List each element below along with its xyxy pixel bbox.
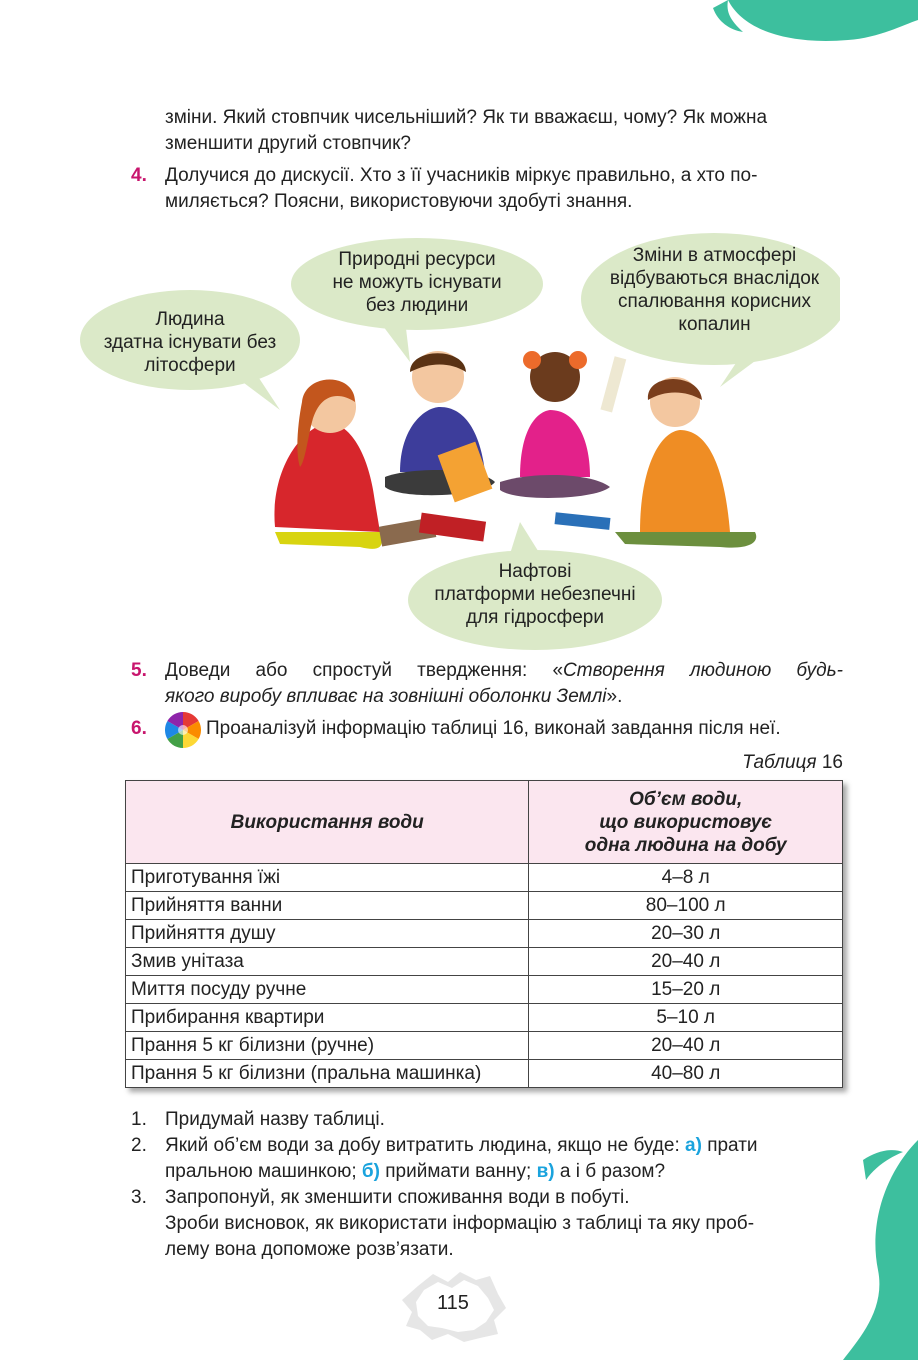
table-caption bbox=[742, 752, 843, 774]
bubble-3-line-1: Зміни в атмосфері bbox=[632, 245, 797, 266]
header-water-use: Використання води bbox=[126, 781, 529, 864]
cell-use: Миття посуду ручне bbox=[126, 976, 529, 1004]
cell-use: Прийняття ванни bbox=[126, 892, 529, 920]
question-2-text-1: Який об’єм води за добу витратить людина, якщо не буде: bbox=[165, 1135, 686, 1156]
bubble-2-line-2: не можуть існувати bbox=[332, 272, 502, 293]
header-volume-line-1: Об’єм води, bbox=[629, 788, 743, 810]
task-5-quote-part-1: Створення людиною будь- bbox=[563, 660, 843, 681]
header-volume-line-3: одна людина на добу bbox=[584, 834, 787, 856]
color-wheel-icon bbox=[165, 712, 201, 748]
intro-line-1: зміни. Який стовпчик чисельніший? Як ти вважаєш, чому? Як можна bbox=[165, 107, 768, 128]
cell-volume: 5–10 л bbox=[529, 1004, 843, 1032]
option-c-letter: в) bbox=[536, 1161, 555, 1182]
table-row bbox=[126, 948, 843, 976]
bubble-1-line-3: літосфери bbox=[144, 355, 236, 376]
question-1-number: 1. bbox=[131, 1109, 147, 1130]
question-2-text-5: а і б разом? bbox=[554, 1161, 666, 1182]
bubble-3-line-3: спалювання корисних bbox=[617, 291, 812, 312]
header-water-volume bbox=[529, 781, 843, 864]
task-5-line-1 bbox=[165, 658, 843, 684]
cell-use: Прання 5 кг білизни (пральна машинка) bbox=[126, 1060, 529, 1088]
bubble-1-line-2: здатна існувати без bbox=[103, 332, 277, 353]
cell-volume: 20–40 л bbox=[529, 1032, 843, 1060]
cell-volume: 4–8 л bbox=[529, 864, 843, 892]
bubble-4-line-1: Нафтові bbox=[498, 561, 572, 582]
task-5-prefix: Доведи або спростуй твердження: « bbox=[165, 660, 564, 681]
cell-volume: 80–100 л bbox=[529, 892, 843, 920]
bubble-2-line-3: без людини bbox=[365, 295, 469, 316]
intro-line-2: зменшити другий стовпчик? bbox=[165, 133, 411, 154]
bubble-1-line-1: Людина bbox=[155, 309, 225, 330]
bubble-atmosphere bbox=[582, 244, 847, 336]
cell-volume: 20–30 л bbox=[529, 920, 843, 948]
cell-use: Прання 5 кг білизни (ручне) bbox=[126, 1032, 529, 1060]
task-6-text: Проаналізуй інформацію таблиці 16, виконай завдання після неї. bbox=[206, 718, 781, 739]
table-row bbox=[126, 1060, 843, 1088]
bubble-lithosphere bbox=[80, 308, 300, 377]
table-row bbox=[126, 864, 843, 892]
header-volume-line-2: що використовує bbox=[599, 811, 772, 833]
cell-use: Змив унітаза bbox=[126, 948, 529, 976]
option-b-letter: б) bbox=[361, 1161, 380, 1182]
boy-blue-figure bbox=[385, 351, 495, 502]
question-3-line-2: Зроби висновок, як використати інформацію з таблиці та яку проб- bbox=[165, 1213, 755, 1234]
cell-use: Прийняття душу bbox=[126, 920, 529, 948]
table-caption-word: Таблиця bbox=[742, 752, 817, 773]
bubble-resources bbox=[292, 248, 542, 317]
option-a-letter: а) bbox=[685, 1135, 702, 1156]
task-5-number: 5. bbox=[131, 660, 147, 681]
corner-decoration-top bbox=[668, 0, 918, 70]
question-2-line-2 bbox=[165, 1159, 665, 1185]
question-2-line-1 bbox=[165, 1133, 758, 1159]
task-5-quote-part-2: якого виробу впливає на зовнішні оболонки Землі bbox=[165, 686, 607, 707]
books-pile bbox=[379, 512, 611, 546]
task-5-suffix: ». bbox=[606, 686, 623, 707]
water-usage-table bbox=[125, 780, 843, 1088]
bubble-2-line-1: Природні ресурси bbox=[338, 249, 496, 270]
question-3-line-1: Запропонуй, як зменшити споживання води в побуті. bbox=[165, 1187, 630, 1208]
table-header-row bbox=[126, 781, 843, 864]
task-5-line-2 bbox=[165, 684, 622, 710]
corner-decoration-bottom bbox=[808, 1140, 918, 1360]
bubble-3-line-2: відбуваються внаслідок bbox=[609, 268, 820, 289]
question-2-number: 2. bbox=[131, 1135, 147, 1156]
cell-volume: 20–40 л bbox=[529, 948, 843, 976]
table-row bbox=[126, 920, 843, 948]
task-4-number: 4. bbox=[131, 165, 147, 186]
question-3-line-3: лему вона допоможе розв’язати. bbox=[165, 1239, 454, 1260]
table-row bbox=[126, 976, 843, 1004]
task-4-line-2: миляється? Поясни, використовуючи здобуті знання. bbox=[165, 191, 633, 212]
question-3-number: 3. bbox=[131, 1187, 147, 1208]
page-number: 115 bbox=[437, 1292, 469, 1314]
bubble-4-line-3: для гідросфери bbox=[466, 607, 604, 628]
cell-volume: 40–80 л bbox=[529, 1060, 843, 1088]
girl-red-figure bbox=[274, 380, 381, 549]
girl-pink-figure bbox=[500, 351, 626, 498]
question-2-text-3: пральною машинкою; bbox=[165, 1161, 362, 1182]
table-caption-number: 16 bbox=[821, 752, 843, 773]
table-row bbox=[126, 892, 843, 920]
bubble-3-line-4: копалин bbox=[678, 314, 751, 335]
cell-volume: 15–20 л bbox=[529, 976, 843, 1004]
task-4-line-1: Долучися до дискусії. Хто з її учасників міркує правильно, а хто по- bbox=[165, 165, 758, 186]
question-2-text-4: приймати ванну; bbox=[379, 1161, 537, 1182]
discussion-illustration bbox=[80, 232, 840, 662]
girl-orange-figure bbox=[615, 377, 756, 548]
question-1-text: Придумай назву таблиці. bbox=[165, 1109, 385, 1130]
bubble-hydrosphere bbox=[410, 560, 660, 629]
table-row bbox=[126, 1032, 843, 1060]
page-number-badge bbox=[398, 1268, 508, 1344]
task-6-number: 6. bbox=[131, 718, 147, 739]
cell-use: Приготування їжі bbox=[126, 864, 529, 892]
bubble-4-line-2: платформи небезпечні bbox=[434, 584, 636, 605]
cell-use: Прибирання квартири bbox=[126, 1004, 529, 1032]
question-2-text-2: прати bbox=[701, 1135, 758, 1156]
table-row bbox=[126, 1004, 843, 1032]
